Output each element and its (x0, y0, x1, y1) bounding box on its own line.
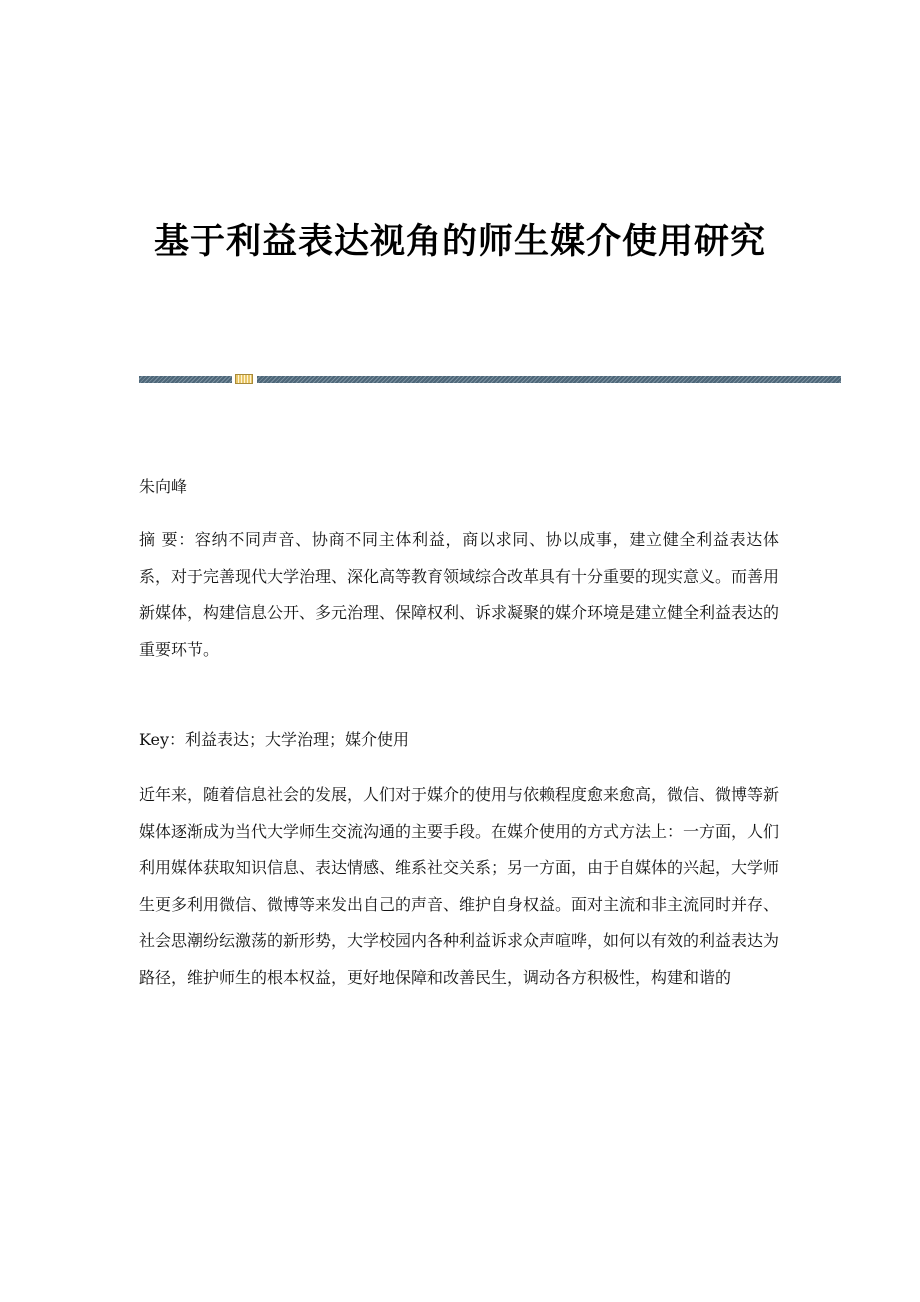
abstract-text: 容纳不同声音、协商不同主体利益，商以求同、协以成事，建立健全利益表达体系，对于完善现代大学治理、深化高等教育领域综合改革具有十分重要的现实意义。而善用新媒体，构建信息公开、多元治理、保障权利、诉求凝聚的媒介环境是建立健全利益表达的重要环节。 (139, 530, 780, 659)
body-paragraph: 近年来，随着信息社会的发展，人们对于媒介的使用与依赖程度愈来愈高，微信、微博等新媒体逐渐成为当代大学师生交流沟通的主要手段。在媒介使用的方式方法上：一方面，人们利用媒体获取知识信息、表达情感、维系社交关系；另一方面，由于自媒体的兴起，大学师生更多利用微信、微博等来发出自己的声音、维护自身权益。面对主流和非主流同时并存、社会思潮纷纭激荡的新形势，大学校园内各种利益诉求众声喧哗，如何以有效的利益表达为路径，维护师生的根本权益，更好地保障和改善民生，调动各方积极性，构建和谐的 (139, 785, 780, 987)
keywords-label: Key： (139, 730, 186, 749)
document-title: 基于利益表达视角的师生媒介使用研究 (153, 221, 766, 262)
divider-bar-right (257, 376, 841, 383)
author-name: 朱向峰 (139, 477, 188, 496)
keywords-paragraph (139, 722, 779, 759)
title-divider (139, 374, 841, 384)
divider-bar-left (139, 376, 232, 383)
divider-ornament-icon (235, 374, 253, 384)
abstract-paragraph (139, 522, 779, 668)
abstract-label: 摘 要： (139, 530, 195, 549)
keywords-text: 利益表达；大学治理；媒介使用 (185, 730, 410, 749)
